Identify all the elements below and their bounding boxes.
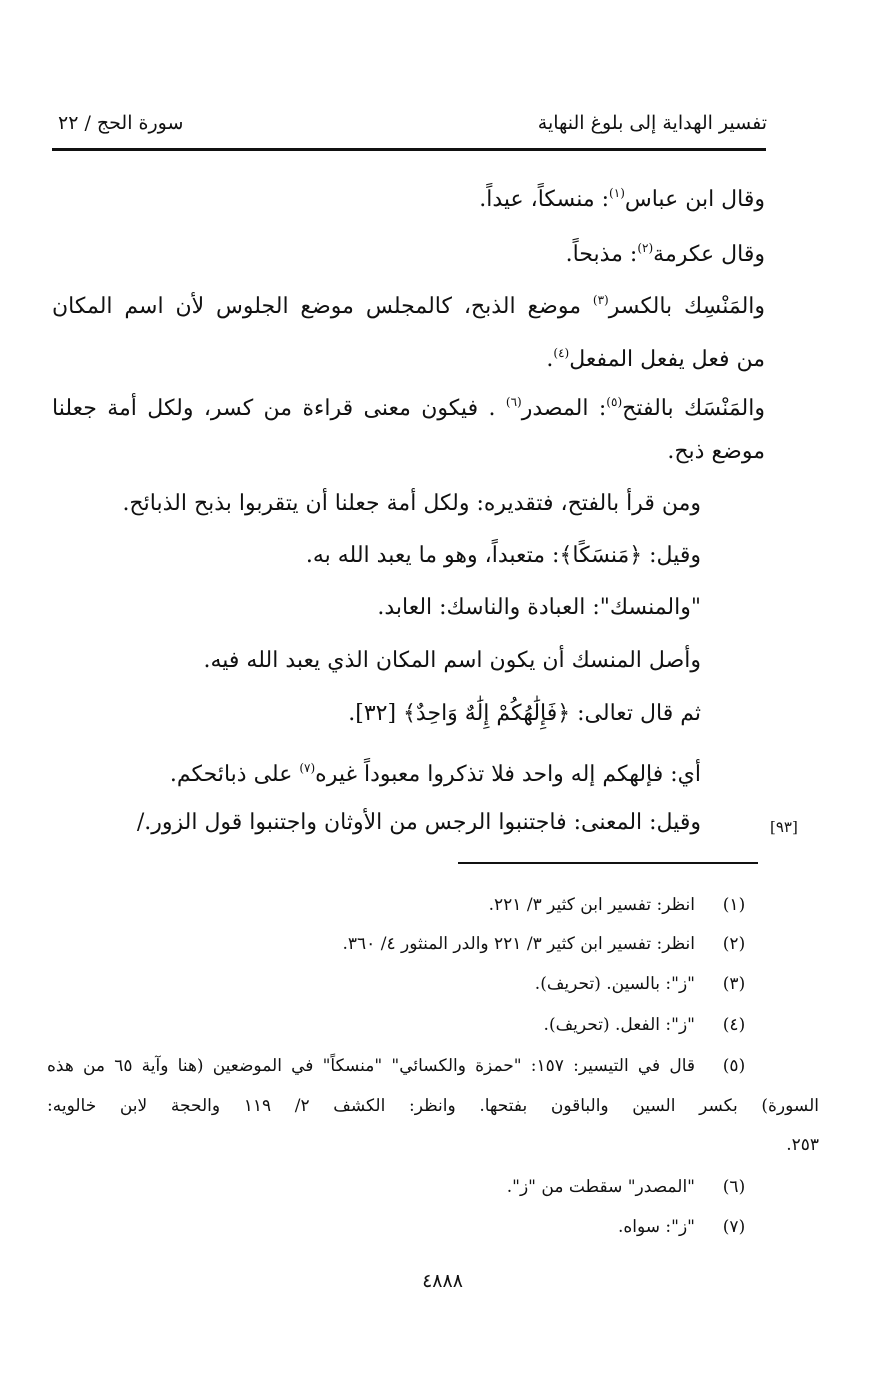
footnote-number: (٤) [722, 1015, 746, 1035]
body-line: وقال عكرمة$^{(٢)}$: مذبحاً. [565, 241, 765, 267]
footnote-ref: (٢) [637, 241, 654, 255]
footnote-number: (٣) [722, 974, 746, 994]
manuscript-folio-marker: [٩٣] [770, 818, 798, 836]
footnote-text: "ز": الفعل. (تحريف). [543, 1015, 695, 1035]
footnote-text: قال في التيسير: ١٥٧: "حمزة والكسائي" "منسكاً" في الموضعين (هنا وآية ٦٥ من هذه [47, 1056, 695, 1076]
footnote-text: "المصدر" سقطت من "ز". [506, 1177, 695, 1197]
body-line: وقال ابن عباس$^{(١)}$: منسكاً، عيداً. [479, 186, 765, 212]
footnote-number: (٦) [722, 1177, 746, 1197]
running-header-surah: سورة الحج / ٢٢ [58, 112, 184, 134]
body-line: وأصل المنسك أن يكون اسم المكان الذي يعبد الله فيه. [203, 648, 701, 673]
body-line: موضع ذبح. [667, 439, 765, 464]
header-rule [52, 148, 766, 151]
footnote-text: "ز": بالسين. (تحريف). [534, 974, 695, 994]
body-line: ومن قرأ بالفتح، فتقديره: ولكل أمة جعلنا أن يتقربوا بذبح الذبائح. [122, 491, 701, 516]
footnote-number: (٥) [722, 1056, 746, 1076]
body-line: "والمنسك": العبادة والناسك: العابد. [377, 595, 701, 620]
body-line: والمَنْسَك بالفتح$^{(٥)}$: المصدر$^{(٦)}$ . فيكون معنى قراءة من كسر، ولكل أمة جعلنا [52, 395, 765, 421]
footnote-ref: (٦) [505, 395, 522, 409]
footnote-ref: (١) [609, 186, 625, 200]
page-number: ٤٨٨٨ [422, 1270, 463, 1292]
running-header-book-title: تفسير الهداية إلى بلوغ النهاية [537, 112, 767, 134]
body-line: وقيل: ﴿مَنسَكًا﴾: متعبداً، وهو ما يعبد الله به. [305, 543, 701, 568]
footnote-text: السورة) بكسر السين والباقون بفتحها. وانظر: الكشف ٢/ ١١٩ والحجة لابن خالويه: [47, 1096, 819, 1116]
footnote-number: (٢) [722, 934, 746, 954]
body-line: ثم قال تعالى: ﴿فَإِلَٰهُكُمْ إِلَٰهٌ وَاحِدٌ﴾ [٣٢]. [348, 701, 701, 726]
footnote-ref: (٥) [606, 395, 623, 409]
body-line: وقيل: المعنى: فاجتنبوا الرجس من الأوثان واجتنبوا قول الزور./ [136, 810, 701, 835]
footnote-ref: (٧) [299, 761, 316, 775]
footnote-text: "ز": سواه. [617, 1217, 695, 1237]
footnote-ref: (٤) [553, 346, 570, 360]
footnote-text: انظر: تفسير ابن كثير ٣/ ٢٢١ والدر المنثور ٤/ ٣٦٠. [342, 934, 695, 954]
body-line: والمَنْسِك بالكسر$^{(٣)}$ موضع الذبح، كالمجلس موضع الجلوس لأن اسم المكان [52, 293, 766, 319]
body-line: أي: فإلهكم إله واحد فلا تذكروا معبوداً غيره$^{(٧)}$ على ذبائحكم. [169, 761, 701, 787]
footnote-separator [458, 862, 758, 864]
body-line: من فعل يفعل المفعل$^{(٤)}$. [546, 346, 765, 372]
footnote-text: انظر: تفسير ابن كثير ٣/ ٢٢١. [488, 895, 695, 915]
footnote-ref: (٣) [592, 293, 609, 307]
footnote-number: (٧) [722, 1217, 746, 1237]
footnote-number: (١) [722, 895, 746, 915]
footnote-text: ٢٥٣. [786, 1135, 819, 1155]
